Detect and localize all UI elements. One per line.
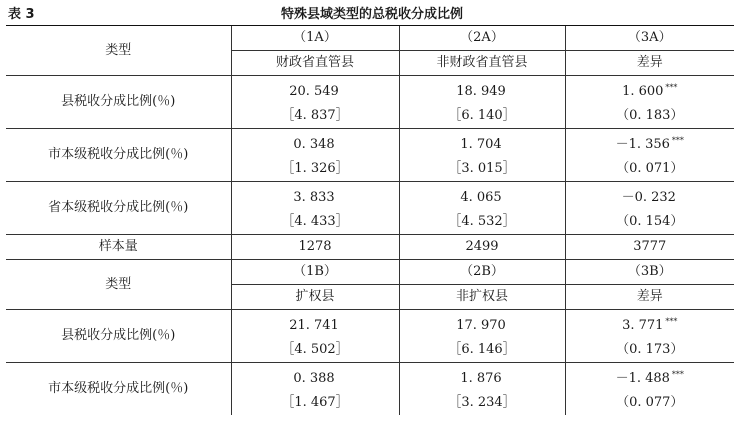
value-cell: 1. 600 *** (565, 76, 734, 105)
table-row (6, 310, 734, 339)
stat-cell: （0. 071） (565, 157, 734, 182)
stat-cell: （0. 154） (565, 210, 734, 235)
value-cell: 0. 388 (231, 363, 399, 392)
table-caption (0, 0, 744, 24)
stat-cell: （0. 183） (565, 104, 734, 129)
section-a-header-ids (6, 26, 734, 51)
table-title: 特殊县域类型的总税收分成比例 (280, 7, 463, 22)
col-id-1b: （1B） (231, 260, 399, 285)
value-cell: 1. 704 (399, 129, 565, 158)
stat-cell: ［1. 467］ (231, 391, 399, 415)
row-label: 省本级税收分成比例(％) (6, 182, 231, 235)
stat-cell: ［3. 015］ (399, 157, 565, 182)
type-label-a: 类型 (6, 26, 231, 76)
row-label: 县税收分成比例(％) (6, 76, 231, 129)
value-cell: 0. 348 (231, 129, 399, 158)
value-cell: 4. 065 (399, 182, 565, 211)
type-label-b: 类型 (6, 260, 231, 310)
table-number: 表 3 (8, 7, 35, 22)
col-id-3b: （3B） (565, 260, 734, 285)
col-name-1b: 扩权县 (231, 285, 399, 310)
table-row (6, 182, 734, 211)
col-id-2b: （2B） (399, 260, 565, 285)
value-cell: 17. 970 (399, 310, 565, 339)
stat-cell: ［4. 502］ (231, 338, 399, 363)
table-row (6, 129, 734, 158)
value-cell: 20. 549 (231, 76, 399, 105)
section-b-header-ids (6, 260, 734, 285)
col-name-2a: 非财政省直管县 (399, 51, 565, 76)
col-id-1a: （1A） (231, 26, 399, 51)
sample-size-value: 3777 (565, 235, 734, 260)
row-label: 市本级税收分成比例(％) (6, 129, 231, 182)
value-cell: －1. 488 *** (565, 363, 734, 392)
row-label: 县税收分成比例(％) (6, 310, 231, 363)
sample-size-value: 1278 (231, 235, 399, 260)
col-name-3b: 差异 (565, 285, 734, 310)
row-label: 市本级税收分成比例(％) (48, 381, 189, 396)
value-cell: 18. 949 (399, 76, 565, 105)
stat-cell: ［4. 433］ (231, 210, 399, 235)
col-id-2a: （2A） (399, 26, 565, 51)
value-cell: 1. 876 (399, 363, 565, 392)
col-name-3a: 差异 (565, 51, 734, 76)
value-cell: －1. 356 *** (565, 129, 734, 158)
stat-cell: ［6. 146］ (399, 338, 565, 363)
value-cell: 3. 833 (231, 182, 399, 211)
stat-cell: ［4. 837］ (231, 104, 399, 129)
value-cell: －0. 232 (565, 182, 734, 211)
col-id-3a: （3A） (565, 26, 734, 51)
stat-cell: ［3. 234］ (399, 391, 565, 415)
sample-size-row (6, 235, 734, 260)
stat-cell: ［6. 140］ (399, 104, 565, 129)
tax-share-table (6, 25, 734, 415)
stat-cell: （0. 077） (565, 391, 734, 415)
stat-cell: ［4. 532］ (399, 210, 565, 235)
stat-cell: ［1. 326］ (231, 157, 399, 182)
col-name-2b: 非扩权县 (399, 285, 565, 310)
table-row (6, 363, 734, 392)
value-cell: 3. 771 *** (565, 310, 734, 339)
value-cell: 21. 741 (231, 310, 399, 339)
sample-size-label: 样本量 (6, 235, 231, 260)
table-row (6, 76, 734, 105)
col-name-1a: 财政省直管县 (231, 51, 399, 76)
stat-cell: （0. 173） (565, 338, 734, 363)
sample-size-value: 2499 (399, 235, 565, 260)
